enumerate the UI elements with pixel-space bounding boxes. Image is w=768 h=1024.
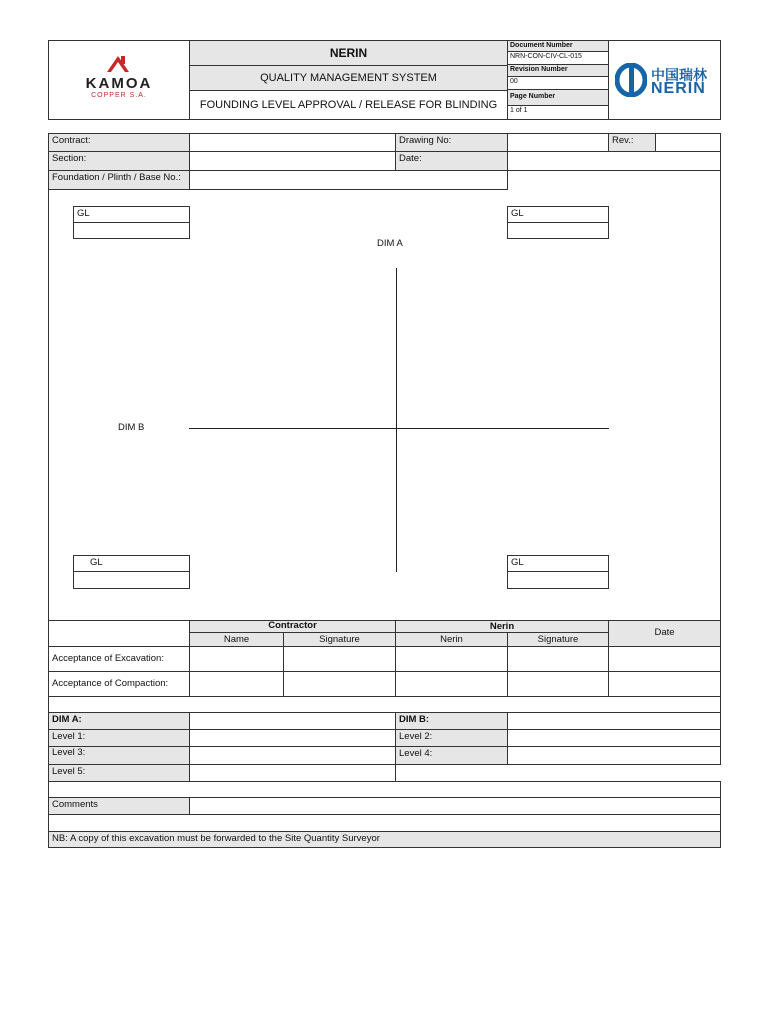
form-title: FOUNDING LEVEL APPROVAL / RELEASE FOR BLINDING bbox=[189, 90, 508, 120]
revision-label: Revision Number bbox=[507, 64, 609, 77]
excavation-date[interactable] bbox=[608, 646, 721, 672]
drawing-no-field[interactable] bbox=[507, 133, 609, 152]
nerin-header: Nerin bbox=[395, 620, 609, 633]
gl-top-left-label: GL bbox=[73, 206, 190, 223]
spacer-row bbox=[48, 696, 721, 713]
dim-a-label: DIM A bbox=[377, 238, 403, 249]
comments-extra-row[interactable] bbox=[48, 814, 721, 832]
kamoa-sub: COPPER S.A. bbox=[91, 92, 147, 99]
dim-a-row-label: DIM A: bbox=[48, 712, 190, 730]
rev-label: Rev.: bbox=[608, 133, 656, 152]
excavation-label: Acceptance of Excavation: bbox=[48, 646, 190, 672]
kamoa-roof-icon bbox=[105, 54, 131, 74]
revision-number: 00 bbox=[507, 76, 609, 90]
spacer-row-2 bbox=[48, 781, 721, 798]
compaction-name[interactable] bbox=[189, 671, 284, 697]
gl-top-right-field[interactable] bbox=[507, 222, 609, 239]
compaction-date[interactable] bbox=[608, 671, 721, 697]
nerin-signature-col-header: Signature bbox=[507, 632, 609, 647]
dim-b-line bbox=[189, 428, 609, 429]
level-5-label: Level 5: bbox=[48, 764, 190, 782]
excavation-nerin-signature[interactable] bbox=[507, 646, 609, 672]
gl-top-right-label: GL bbox=[507, 206, 609, 223]
gl-bottom-right-field[interactable] bbox=[507, 571, 609, 589]
nerin-chinese: 中国瑞林 bbox=[651, 67, 707, 83]
section-label: Section: bbox=[48, 151, 190, 171]
nerin-col-header: Nerin bbox=[395, 632, 508, 647]
kamoa-logo bbox=[49, 41, 189, 119]
level-3-label: Level 3: bbox=[48, 746, 190, 765]
level-2-label: Level 2: bbox=[395, 729, 508, 747]
page-number: 1 of 1 bbox=[507, 105, 609, 120]
nerin-logo bbox=[609, 41, 720, 119]
dim-b-value[interactable] bbox=[507, 712, 721, 730]
dim-a-line bbox=[396, 268, 397, 572]
name-col-header: Name bbox=[189, 632, 284, 647]
gl-bottom-left-label: GL bbox=[73, 555, 190, 572]
gl-bottom-left-field[interactable] bbox=[73, 571, 190, 589]
level-2-value[interactable] bbox=[507, 729, 721, 747]
acceptance-corner bbox=[48, 620, 190, 647]
level-5-value[interactable] bbox=[189, 764, 396, 782]
compaction-nerin[interactable] bbox=[395, 671, 508, 697]
foundation-label: Foundation / Plinth / Base No.: bbox=[48, 170, 190, 190]
contract-label: Contract: bbox=[48, 133, 190, 152]
excavation-contractor-signature[interactable] bbox=[283, 646, 396, 672]
dim-b-label: DIM B bbox=[118, 422, 145, 433]
level-4-label: Level 4: bbox=[395, 746, 508, 765]
rev-field[interactable] bbox=[655, 133, 721, 152]
dim-b-row-label: DIM B: bbox=[395, 712, 508, 730]
excavation-nerin[interactable] bbox=[395, 646, 508, 672]
level-1-label: Level 1: bbox=[48, 729, 190, 747]
dim-a-value[interactable] bbox=[189, 712, 396, 730]
doc-number-label: Document Number bbox=[507, 40, 609, 52]
level-1-value[interactable] bbox=[189, 729, 396, 747]
gl-bottom-right-label: GL bbox=[507, 555, 609, 572]
nerin-logo-text: NERIN bbox=[651, 80, 706, 97]
date-header: Date bbox=[608, 620, 721, 647]
level-4-value[interactable] bbox=[507, 746, 721, 765]
level-empty bbox=[395, 764, 721, 782]
page-label: Page Number bbox=[507, 89, 609, 106]
comments-field[interactable] bbox=[189, 797, 721, 815]
gl-top-left-field[interactable] bbox=[73, 222, 190, 239]
org-title: NERIN bbox=[189, 40, 508, 66]
kamoa-name: KAMOA bbox=[85, 75, 153, 92]
contract-field[interactable] bbox=[189, 133, 396, 152]
date-label: Date: bbox=[395, 151, 508, 171]
contractor-signature-col-header: Signature bbox=[283, 632, 396, 647]
section-field[interactable] bbox=[189, 151, 396, 171]
comments-label: Comments bbox=[48, 797, 190, 815]
drawing-no-label: Drawing No: bbox=[395, 133, 508, 152]
compaction-contractor-signature[interactable] bbox=[283, 671, 396, 697]
note-footer: NB: A copy of this excavation must be forwarded to the Site Quantity Surveyor bbox=[48, 831, 721, 848]
nerin-emblem-icon bbox=[615, 63, 647, 97]
level-3-value[interactable] bbox=[189, 746, 396, 765]
compaction-label: Acceptance of Compaction: bbox=[48, 671, 190, 697]
excavation-name[interactable] bbox=[189, 646, 284, 672]
date-field[interactable] bbox=[507, 151, 721, 171]
system-title: QUALITY MANAGEMENT SYSTEM bbox=[189, 65, 508, 91]
contractor-header: Contractor bbox=[189, 620, 396, 633]
doc-number: NRN-CON-CIV-CL-015 bbox=[507, 51, 609, 65]
compaction-nerin-signature[interactable] bbox=[507, 671, 609, 697]
